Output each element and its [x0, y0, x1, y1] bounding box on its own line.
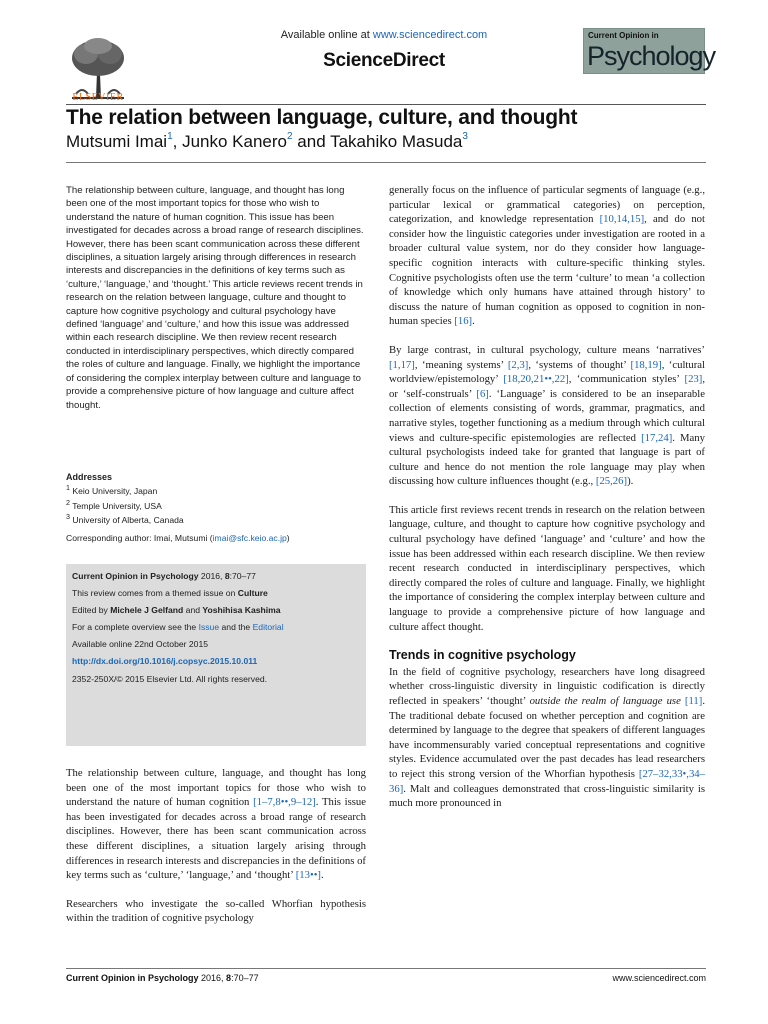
elsevier-wordmark: ELSEVIER [72, 92, 124, 103]
address-number: 3 [66, 512, 70, 521]
author-affiliation-link[interactable]: 3 [462, 131, 468, 142]
info-copyright: 2352-250X/© 2015 Elsevier Ltd. All rights reserved. [72, 673, 268, 684]
body-paragraph: Researchers who investigate the so-called Whorfian hypothesis within the tradition of cognitive psychology [66, 897, 366, 925]
header-rule [66, 104, 706, 105]
text-run: , ‘systems of thought’ [528, 358, 631, 371]
citation-link[interactable]: [1–7,8••,9–12] [253, 796, 316, 809]
text-run: , and do not consider how the linguistic categories under investigation are rooted in a broader cultural value system, nor do they consider how language-specific cognition interacts with culture-specific thinking styles. Cognitive psychologists often use the term ‘culture’ to mean ‘a collection of knowledge which only humans have attained through history’ to discuss the nature of human cognition as opposed to cognition in non-human species [389, 213, 705, 328]
abstract: The relationship between culture, language, and thought has long been one of the most important topics for those who wish to understand the nature of human cognition. This issue has been investigated for decades across a broad range of research disciplines. However, there has been scant communication across these different disciplines, a situation largely arising through differences in research interests and discrepancies in the definitions of key terms such as ‘culture,’ ‘language,’ and ‘thought.’ This article reviews recent trends in research on the relation between language, culture and thought to capture how cognitive psychology and cultural psychology have defined ‘language’ and ‘culture,’ and how this issue was addressed within each research discipline. We then review recent research conducted in interdisciplinary perspectives, which directly compared the roles of culture and language. Finally, we highlight the importance of considering the complex interplay between culture and language to provide a comprehensive picture of how language and culture affect thought. [66, 185, 364, 411]
author-affiliation-link[interactable]: 2 [287, 131, 293, 142]
body-paragraph: This article first reviews recent trends in research on the relation between language, culture, and thought to capture how cognitive psychology and cultural psychology have defined ‘language’ and ‘culture’ and how the issue has been addressed within each research discipline. We then review recent research conducted in interdisciplinary perspectives, which directly compared the roles of culture and language. Finally, we highlight the importance of considering the complex interplay between culture and language to provide a comprehensive picture of how language and culture affect thought. [389, 503, 705, 633]
info-edited-prefix: Edited by [72, 605, 111, 616]
address-text: University of Alberta, Canada [69, 514, 184, 525]
citation-link[interactable]: [16] [454, 315, 473, 328]
info-and: and the [219, 622, 253, 633]
footer-year: 2016, [198, 973, 227, 983]
citation-link[interactable]: [6] [476, 387, 489, 400]
info-editor: Michele J Gelfand [110, 605, 184, 616]
address-number: 1 [66, 484, 70, 493]
info-theme [72, 587, 360, 599]
available-prefix: Available online at [280, 29, 373, 41]
author-name: Mutsumi Imai [66, 132, 168, 151]
issue-link[interactable]: Issue [198, 622, 220, 633]
article-info-box [66, 564, 366, 746]
section-heading: Trends in cognitive psychology [389, 648, 576, 663]
info-theme-prefix: This review comes from a themed issue on [72, 588, 238, 599]
info-theme-name: Culture [237, 588, 268, 599]
text-run: The relationship between culture, language, and thought has long been one of the most important topics for those who wish to understand the nature of human cognition [66, 767, 366, 809]
addresses-heading: Addresses [66, 472, 113, 482]
text-run: . The traditional debate focused on whether perception and cognition are determined by language to the degree that speakers of different languages have incommensurably varied conceptual representations and cognitive styles. Evidence accumulated over the past decades has lead researchers to reject this strong version of the Whorfian hypothesis [389, 695, 705, 780]
citation-link[interactable]: [11] [684, 695, 703, 707]
corresponding-email-link[interactable]: imai@sfc.keio.ac.jp [212, 533, 287, 543]
text-run: , or ‘self-construals’ [389, 373, 706, 400]
author-name: Takahiko Masuda [330, 132, 463, 151]
address-text: Keio University, Japan [69, 486, 158, 497]
citation-link[interactable]: [13••] [295, 869, 321, 882]
citation-link[interactable]: [1,17] [389, 358, 415, 371]
text-run: In the field of cognitive psychology, researchers have long disagreed whether cross-linguistic diversity in linguistic codification is directly reflected in speakers’ ‘thought’ [389, 665, 705, 707]
text-run: , ‘cultural worldview/epistemology’ [389, 358, 706, 386]
footer-volume: 8 [226, 973, 232, 983]
corresponding-author [66, 533, 366, 543]
citation-link[interactable]: [27–32,33•,34–36] [389, 767, 705, 795]
body-paragraph [389, 665, 705, 811]
address-item [66, 483, 366, 497]
text-run: generally focus on the influence of particular segments of language (e.g., particular lexical or grammatical categories) on perception, categorization, and knowledge representation [389, 184, 705, 226]
body-left-column [66, 766, 366, 940]
body-paragraph [66, 766, 366, 883]
info-doi [72, 655, 360, 667]
footer-url[interactable]: www.sciencedirect.com [612, 973, 706, 983]
editorial-link[interactable]: Editorial [252, 622, 284, 633]
text-run: . This issue has been investigated for decades across a broad range of research disciplines. However, there has been scant communication across these different disciplines, a situation largely arising through differences in research interests and discrepancies in the definitions of key terms such as ‘culture,’ ‘language,’ and ‘thought’ [66, 796, 367, 882]
citation-link[interactable]: [10,14,15] [599, 213, 645, 226]
body-paragraph [389, 183, 705, 329]
text-run: , ‘meaning systems’ [414, 358, 508, 371]
author-affiliation-link[interactable]: 1 [167, 131, 173, 142]
italic-text: outside the realm of language use [529, 695, 681, 707]
info-overview [72, 621, 360, 633]
citation-link[interactable]: [2,3] [507, 358, 529, 371]
citation-link[interactable]: [23] [684, 373, 703, 386]
address-number: 2 [66, 498, 70, 507]
text-run: . [472, 315, 475, 328]
citation-link[interactable]: [17,24] [641, 431, 673, 444]
footer-rule [66, 968, 706, 969]
journal-logo [583, 28, 716, 74]
corresponding-suffix: ) [286, 533, 290, 543]
info-available: Available online 22nd October 2015 [72, 639, 209, 650]
info-year: 2016, [198, 571, 225, 581]
footer-journal: Current Opinion in Psychology [66, 973, 199, 983]
body-paragraph [389, 343, 705, 489]
info-overview-prefix: For a complete overview see the [72, 622, 199, 633]
info-and: and [183, 605, 203, 616]
address-item [66, 512, 366, 526]
address-item [66, 498, 366, 512]
address-text: Temple University, USA [69, 500, 162, 511]
info-journal [72, 570, 360, 582]
text-run: , ‘communication styles’ [568, 373, 685, 386]
journal-logo-top: Current Opinion in [588, 31, 659, 40]
citation-link[interactable]: [18,20,21••,22] [503, 373, 569, 386]
title-rule [66, 162, 706, 163]
info-editors [72, 604, 360, 616]
text-run: ). [627, 475, 634, 488]
info-pages: :70–77 [229, 571, 256, 581]
text-run: . ‘Language’ is considered to be an inseparable collection of elements consisting of words, grammar, pragmatics, and narrative styles, together functioning as a medium through which cultural views and culture-specific epistemologies are reflected [389, 387, 705, 444]
text-run: . Malt and colleagues demonstrated that cross-linguistic similarity is much more pronounced in [389, 782, 705, 810]
info-journal-name: Current Opinion in Psychology [72, 571, 199, 581]
text-run: By large contrast, in cultural psychology, culture means ‘narratives’ [389, 343, 705, 356]
sciencedirect-brand: ScienceDirect [323, 50, 445, 71]
citation-link[interactable]: [25,26] [595, 475, 628, 488]
addresses [66, 472, 366, 526]
doi-link[interactable]: http://dx.doi.org/10.1016/j.copsyc.2015.10.011 [72, 656, 258, 667]
citation-link[interactable]: [18,19] [630, 358, 662, 371]
sciencedirect-link[interactable]: www.sciencedirect.com [372, 29, 488, 41]
corresponding-prefix: Corresponding author: Imai, Mutsumi ( [66, 533, 213, 543]
info-editor: Yoshihisa Kashima [202, 605, 281, 616]
text-run: . Many cultural psychologists indeed take for granted that language is part of culture and hence do not mention the role language may play when discussing how culture influences thought (e.g., [389, 431, 705, 488]
journal-logo-main: Psychology [587, 41, 716, 71]
footer-pages: :70–77 [231, 973, 259, 983]
author-separator: and [292, 132, 331, 151]
footer-citation [66, 973, 259, 983]
author-separator: , [172, 132, 183, 151]
body-right-column [389, 183, 705, 825]
text-run: . [321, 869, 324, 882]
author-name: Junko Kanero [182, 132, 287, 151]
article-title: The relation between language, culture, and thought [66, 106, 578, 129]
author-list [66, 131, 468, 152]
info-volume: 8 [224, 571, 230, 581]
